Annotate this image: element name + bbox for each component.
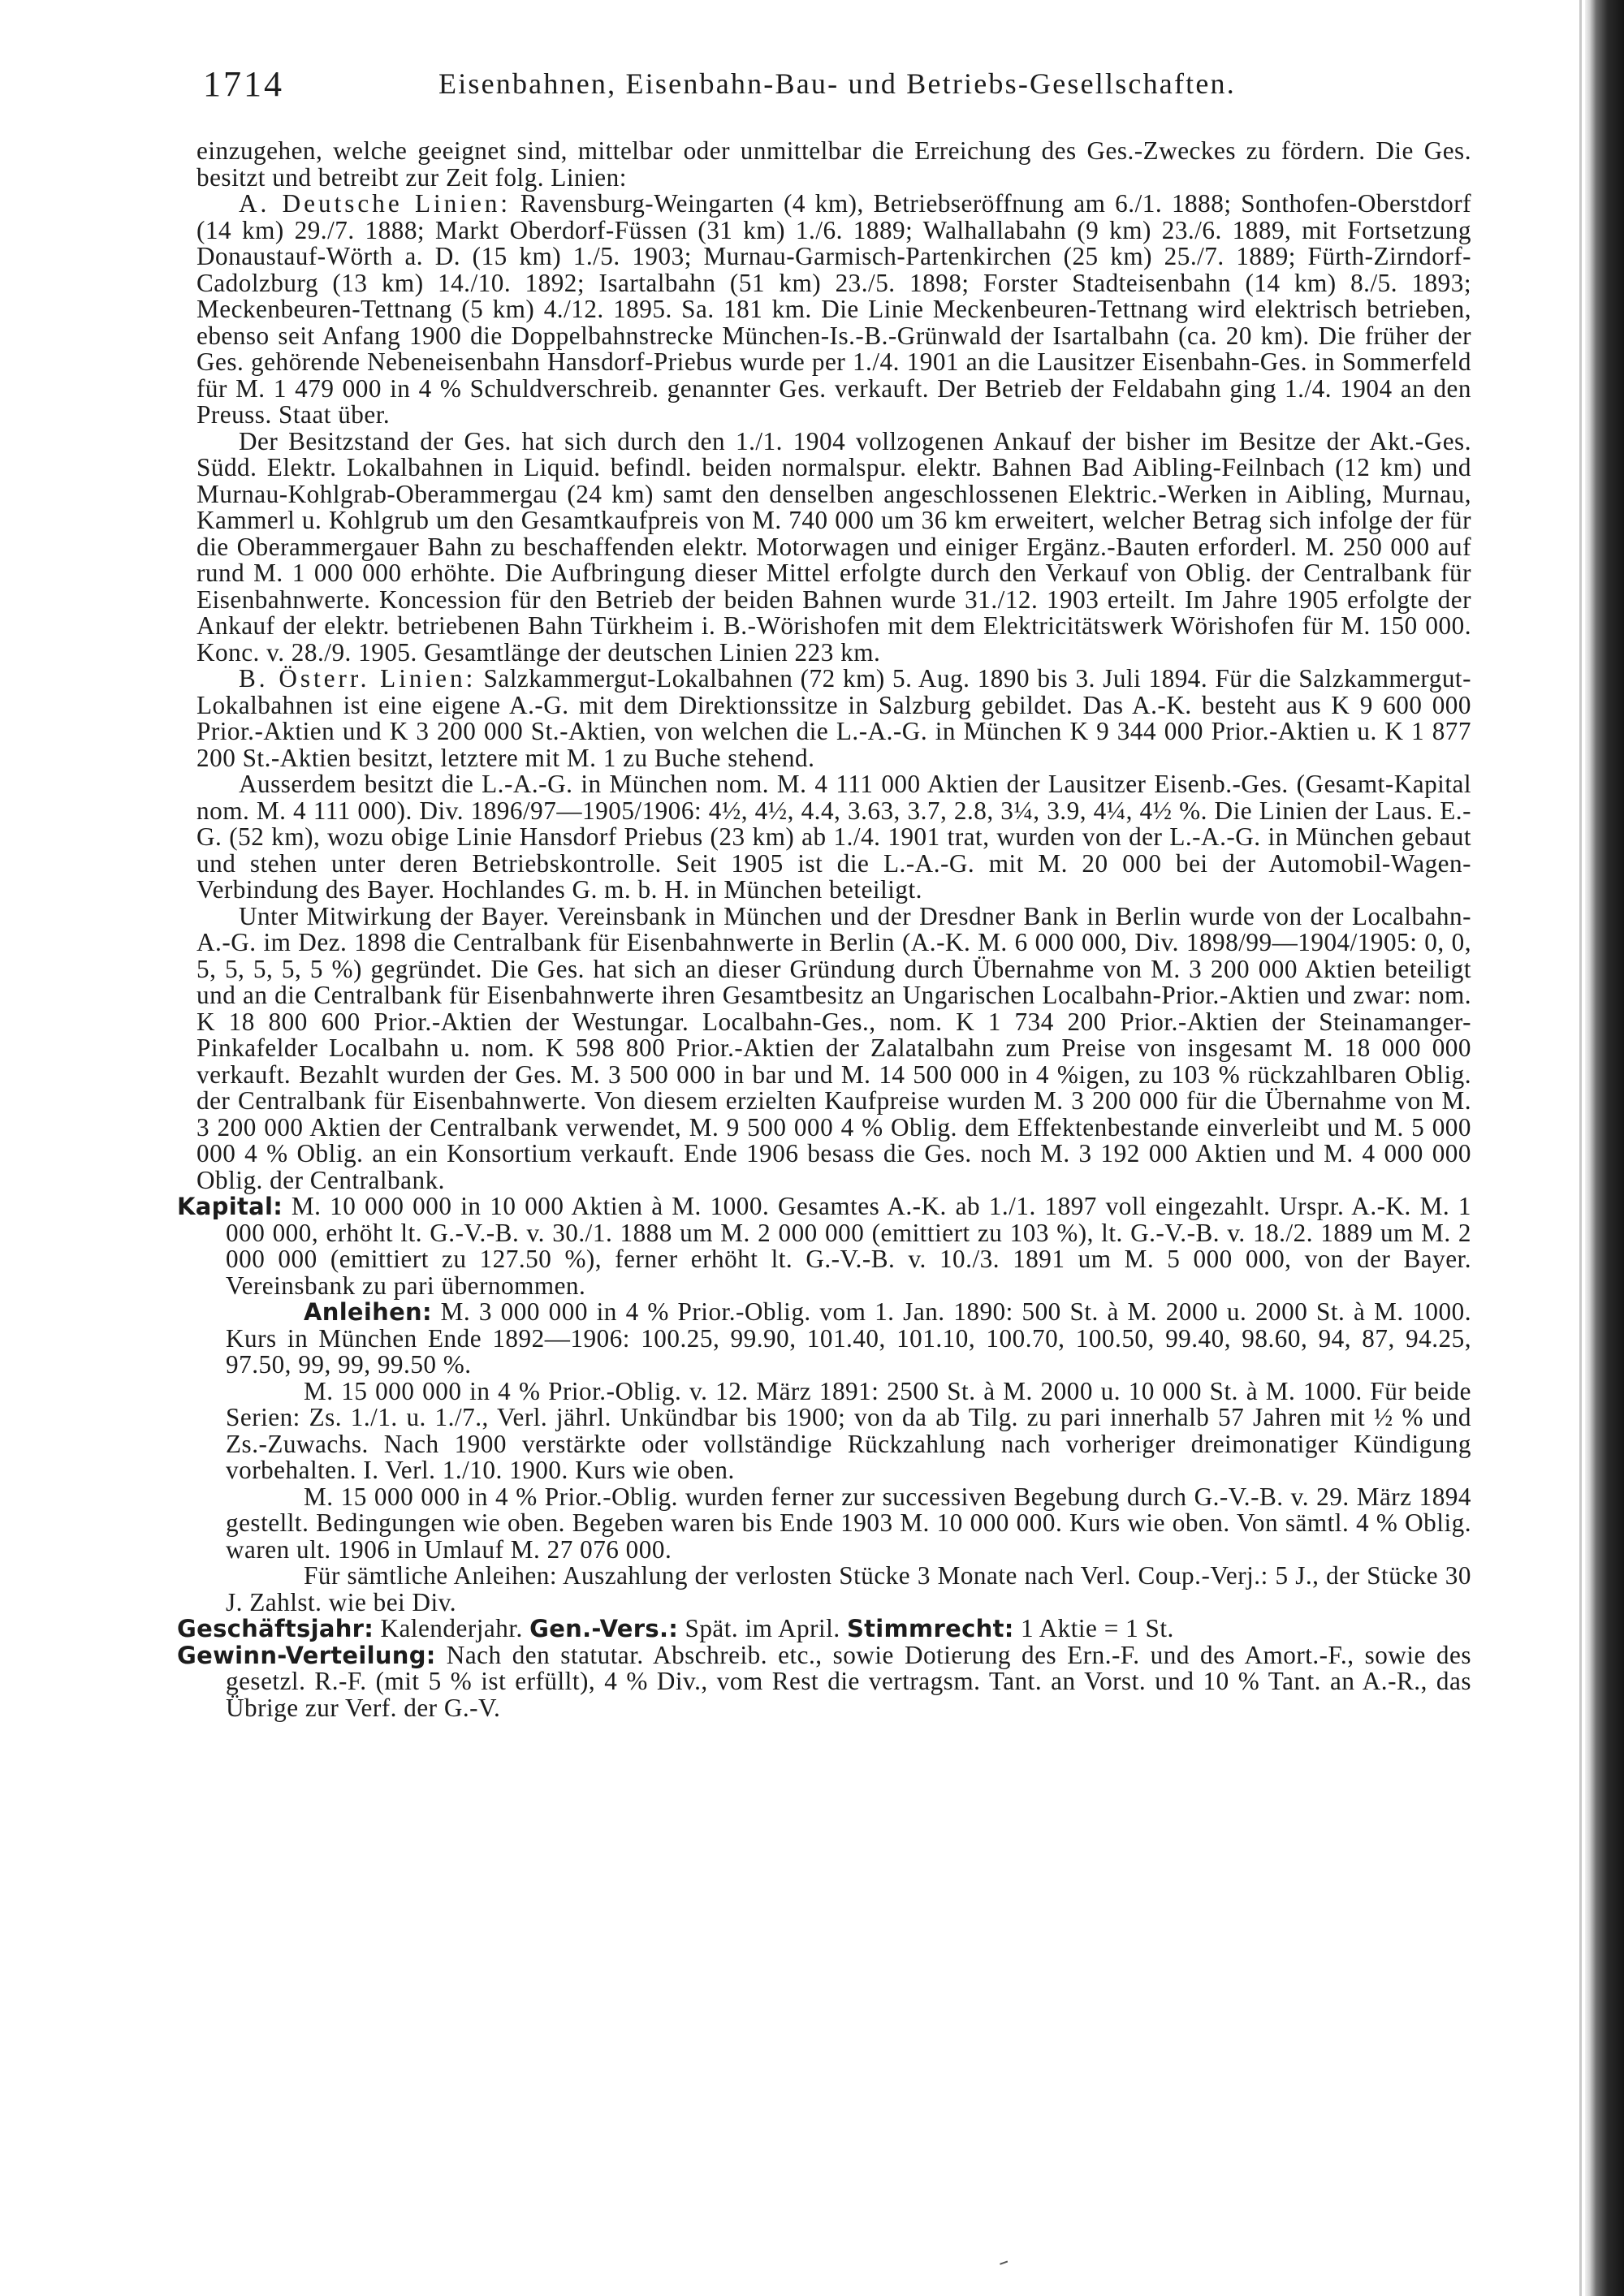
page-header — [203, 63, 1470, 112]
text-deutsche-linien: Ravensburg-Weingarten (4 km), Betriebseröffnung am 6./1. 1888; Sonthofen-Oberstdorf (14 km) 29./7. 1888; Markt Oberdorf-Füssen (31 km) 1./6. 1889; Walhallabahn (9 km) 23./6. 1889, mit Fortsetzung Donaustauf-Wörth a. D. (15 km) 1./5. 1903; Murnau-Garmisch-Partenkirchen (25 km) 25./7. 1889; Fürth-Zirndorf-Cadolzburg (13 km) 14./10. 1892; Isartalbahn (51 km) 23./5. 1898; Forster Stadteisenbahn (14 km) 8./5. 1893; Meckenbeuren-Tettnang (5 km) 4./12. 1895. Sa. 181 km. Die Linie Meckenbeuren-Tettnang wird elektrisch betrieben, ebenso seit Anfang 1900 die Doppelbahnstrecke München-Is.-B.-Grünwald der Isartalbahn (ca. 20 km). Die früher der Ges. gehörende Nebeneisenbahn Hansdorf-Priebus wurde per 1./4. 1901 an die Lausitzer Eisenbahn-Ges. in Sommerfeld für M. 1 479 000 in 4 % Schuldverschreib. genannter Ges. verkauft. Der Betrieb der Feldabahn ging 1./4. 1904 an den Preuss. Staat über. — [197, 189, 1472, 429]
page-body — [177, 138, 1471, 1721]
paragraph-anleihe-1894: M. 15 000 000 in 4 % Prior.-Oblig. wurden ferner zur successiven Begebung durch G.-V.-B. v. 29. März 1894 gestellt. Bedingungen wie oben. Begeben waren bis Ende 1903 M. 10 000 000. Kurs wie oben. Von sämtl. 4 % Oblig. waren ult. 1906 in Umlauf M. 27 076 000. — [226, 1482, 1471, 1564]
text-stimmrecht: 1 Aktie = 1 St. — [1013, 1614, 1174, 1642]
paragraph-intro: einzugehen, welche geeignet sind, mittelbar oder unmittelbar die Erreichung des Ges.-Zweckes zu fördern. Die Ges. besitzt und betreibt zur Zeit folg. Linien: — [197, 136, 1471, 192]
text-gewinn-verteilung: Nach den statutar. Abschreib. etc., sowie Dotierung des Ern.-F. und des Amort.-F., sowie des gesetzl. R.-F. (mit 5 % ist erfüllt), 4 % Div., vom Rest die vertragsm. Tant. an Vorst. und 10 % Tant. an A.-R., das Übrige zur Verf. der G.-V. — [226, 1640, 1471, 1722]
page-edge-shadow — [1585, 0, 1624, 2296]
label-anleihen: Anleihen: — [304, 1298, 432, 1326]
text-geschaeftsjahr: Kalenderjahr. — [374, 1614, 530, 1642]
heading-oesterr-linien: B. Österr. Linien: — [239, 664, 477, 693]
paragraph-geschaeftsjahr — [177, 1616, 1471, 1642]
text-kapital: M. 10 000 000 in 10 000 Aktien à M. 1000. Gesamtes A.-K. ab 1./1. 1897 voll eingezahlt. Urspr. A.-K. M. 1 000 000, erhöht lt. G.-V.-B. v. 30./1. 1888 um M. 2 000 000 (emittiert zu 103 %), lt. G.-V.-B. v. 18./2. 1889 um M. 2 000 000 (emittiert zu 127.50 %), ferner erhöht lt. G.-V.-B. v. 10./3. 1891 um M. 5 000 000, von der Bayer. Vereinsbank zu pari übernommen. — [226, 1192, 1471, 1300]
paragraph-deutsche-linien — [197, 191, 1471, 429]
paragraph-kapital — [177, 1193, 1471, 1299]
paragraph-anleihen — [177, 1299, 1471, 1379]
paragraph-anleihen-allgemein: Für sämtliche Anleihen: Auszahlung der verlosten Stücke 3 Monate nach Verl. Coup.-Verj.: 5 J., der Stücke 30 J. Zahlst. wie bei Div. — [226, 1561, 1471, 1616]
text-anleihen: M. 3 000 000 in 4 % Prior.-Oblig. vom 1. Jan. 1890: 500 St. à M. 2000 u. 2000 St. à M. 1000. Kurs in München Ende 1892—1906: 100.25, 99.90, 101.40, 101.10, 100.70, 100.50, 99.40, 98.60, 94, 87, 94.25, 97.50, 99, 99, 99.50 %. — [226, 1297, 1471, 1379]
text-oesterr-linien: Salzkammergut-Lokalbahnen (72 km) 5. Aug. 1890 bis 3. Juli 1894. Für die Salzkammergut-Lokalbahnen ist eine eigene A.-G. mit dem Direktionssitze in Salzburg gebildet. Das A.-K. besteht aus K 9 600 000 Prior.-Aktien und K 3 200 000 St.-Aktien, von welchen die L.-A.-G. in München K 9 344 000 Prior.-Aktien u. K 1 877 200 St.-Aktien besitzt, letztere mit M. 1 zu Buche stehend. — [197, 664, 1471, 772]
heading-deutsche-linien: A. Deutsche Linien: — [239, 189, 512, 218]
page-number: 1714 — [203, 64, 284, 104]
paragraph-gewinn-verteilung — [177, 1642, 1471, 1722]
paragraph-unter-mitwirkung: Unter Mitwirkung der Bayer. Vereinsbank in München und der Dresdner Bank in Berlin wurde von der Localbahn-A.-G. im Dez. 1898 die Centralbank für Eisenbahnwerte in Berlin (A.-K. M. 6 000 000, Div. 1898/99—1904/1905: 0, 0, 5, 5, 5, 5, 5 %) gegründet. Die Ges. hat sich an dieser Gründung durch Übernahme von M. 3 200 000 Aktien beteiligt und an die Centralbank für Eisenbahnwerte ihren Gesamtbesitz an Ungarischen Localbahn-Prior.-Aktien und zwar: nom. K 18 800 600 Prior.-Aktien der Westungar. Localbahn-Ges., nom. K 1 734 200 Prior.-Aktien der Steinamanger-Pinkafelder Localbahn u. nom. K 598 800 Prior.-Aktien der Zalatalbahn zum Preise von insgesamt M. 18 000 000 verkauft. Bezahlt wurden der Ges. M. 3 500 000 in bar und M. 14 500 000 in 4 %igen, zu 103 % rückzahlbaren Oblig. der Centralbank für Eisenbahnwerte. Von diesem erzielten Kaufpreise wurden M. 3 200 000 für die Übernahme von M. 3 200 000 Aktien der Centralbank verwendet, M. 9 500 000 4 % Oblig. dem Effektenbestande einverleibt und M. 5 000 000 4 % Oblig. an ein Konsortium verkauft. Ende 1906 besass die Ges. noch M. 3 192 000 Aktien und M. 4 000 000 Oblig. der Centralbank. — [197, 901, 1471, 1194]
label-kapital: Kapital: — [177, 1193, 283, 1220]
paragraph-oesterr-linien — [197, 666, 1471, 771]
paragraph-anleihe-1891: M. 15 000 000 in 4 % Prior.-Oblig. v. 12. März 1891: 2500 St. à M. 2000 u. 10 000 St. à M. 1000. Für beide Serien: Zs. 1./1. u. 1./7., Verl. jährl. Unkündbar bis 1900; von da ab Tilg. zu pari innerhalb 57 Jahren mit ½ % und Zs.-Zuwachs. Nach 1900 verstärkte oder vollständige Rückzahlung nach vorheriger dreimonatiger Kündigung vorbehalten. I. Verl. 1./10. 1900. Kurs wie oben. — [226, 1376, 1471, 1484]
running-title: Eisenbahnen, Eisenbahn-Bau- und Betriebs-Gesellschaften. — [438, 67, 1236, 100]
label-geschaeftsjahr: Geschäftsjahr: — [177, 1615, 374, 1642]
print-mark — [1000, 2261, 1009, 2269]
page-edge-line — [1579, 0, 1582, 2296]
section-linien — [197, 138, 1471, 1193]
paragraph-ausserdem: Ausserdem besitzt die L.-A.-G. in München nom. M. 4 111 000 Aktien der Lausitzer Eisenb.-Ges. (Gesamt-Kapital nom. M. 4 111 000). Div. 1896/97—1905/1906: 4½, 4½, 4.4, 3.63, 3.7, 2.8, 3¼, 3.9, 4¼, 4½ %. Die Linien der Laus. E.-G. (52 km), wozu obige Linie Hansdorf Priebus (23 km) ab 1./4. 1901 trat, wurden von der L.-A.-G. in München gebaut und stehen unter deren Betriebskontrolle. Seit 1905 ist die L.-A.-G. mit M. 20 000 bei der Automobil-Wagen-Verbindung des Bayer. Hochlandes G. m. b. H. in München beteiligt. — [197, 770, 1471, 904]
label-stimmrecht: Stimmrecht: — [846, 1615, 1014, 1642]
paragraph-besitzstand: Der Besitzstand der Ges. hat sich durch den 1./1. 1904 vollzogenen Ankauf der bisher im Besitze der Akt.-Ges. Südd. Elektr. Lokalbahnen in Liquid. befindl. beiden normalspur. elektr. Bahnen Bad Aibling-Feilnbach (12 km) und Murnau-Kohlgrab-Oberammergau (24 km) samt den denselben angeschlossenen Elektric.-Werken in Aibling, Murnau, Kammerl u. Kohlgrub um den Gesamtkaufpreis von M. 740 000 um 36 km erweitert, welcher Betrag sich infolge der für die Oberammergauer Bahn zu beschaffenden elektr. Motorwagen und einiger Ergänz.-Bauten erforderl. M. 250 000 auf rund M. 1 000 000 erhöhte. Die Aufbringung dieser Mittel erfolgte durch den Verkauf von Oblig. der Centralbank für Eisenbahnwerte. Koncession für den Betrieb der beiden Bahnen wurde 31./12. 1903 erteilt. Im Jahre 1905 erfolgte der Ankauf der elektr. betriebenen Bahn Türkheim i. B.-Wörishofen mit dem Elektricitätswerk Wörishofen für M. 150 000. Konc. v. 28./9. 1905. Gesamtlänge der deutschen Linien 223 km. — [197, 426, 1471, 667]
label-gen-vers: Gen.-Vers.: — [529, 1615, 679, 1642]
text-gen-vers: Spät. im April. — [678, 1614, 847, 1642]
label-gewinn-verteilung: Gewinn-Verteilung: — [177, 1641, 436, 1669]
